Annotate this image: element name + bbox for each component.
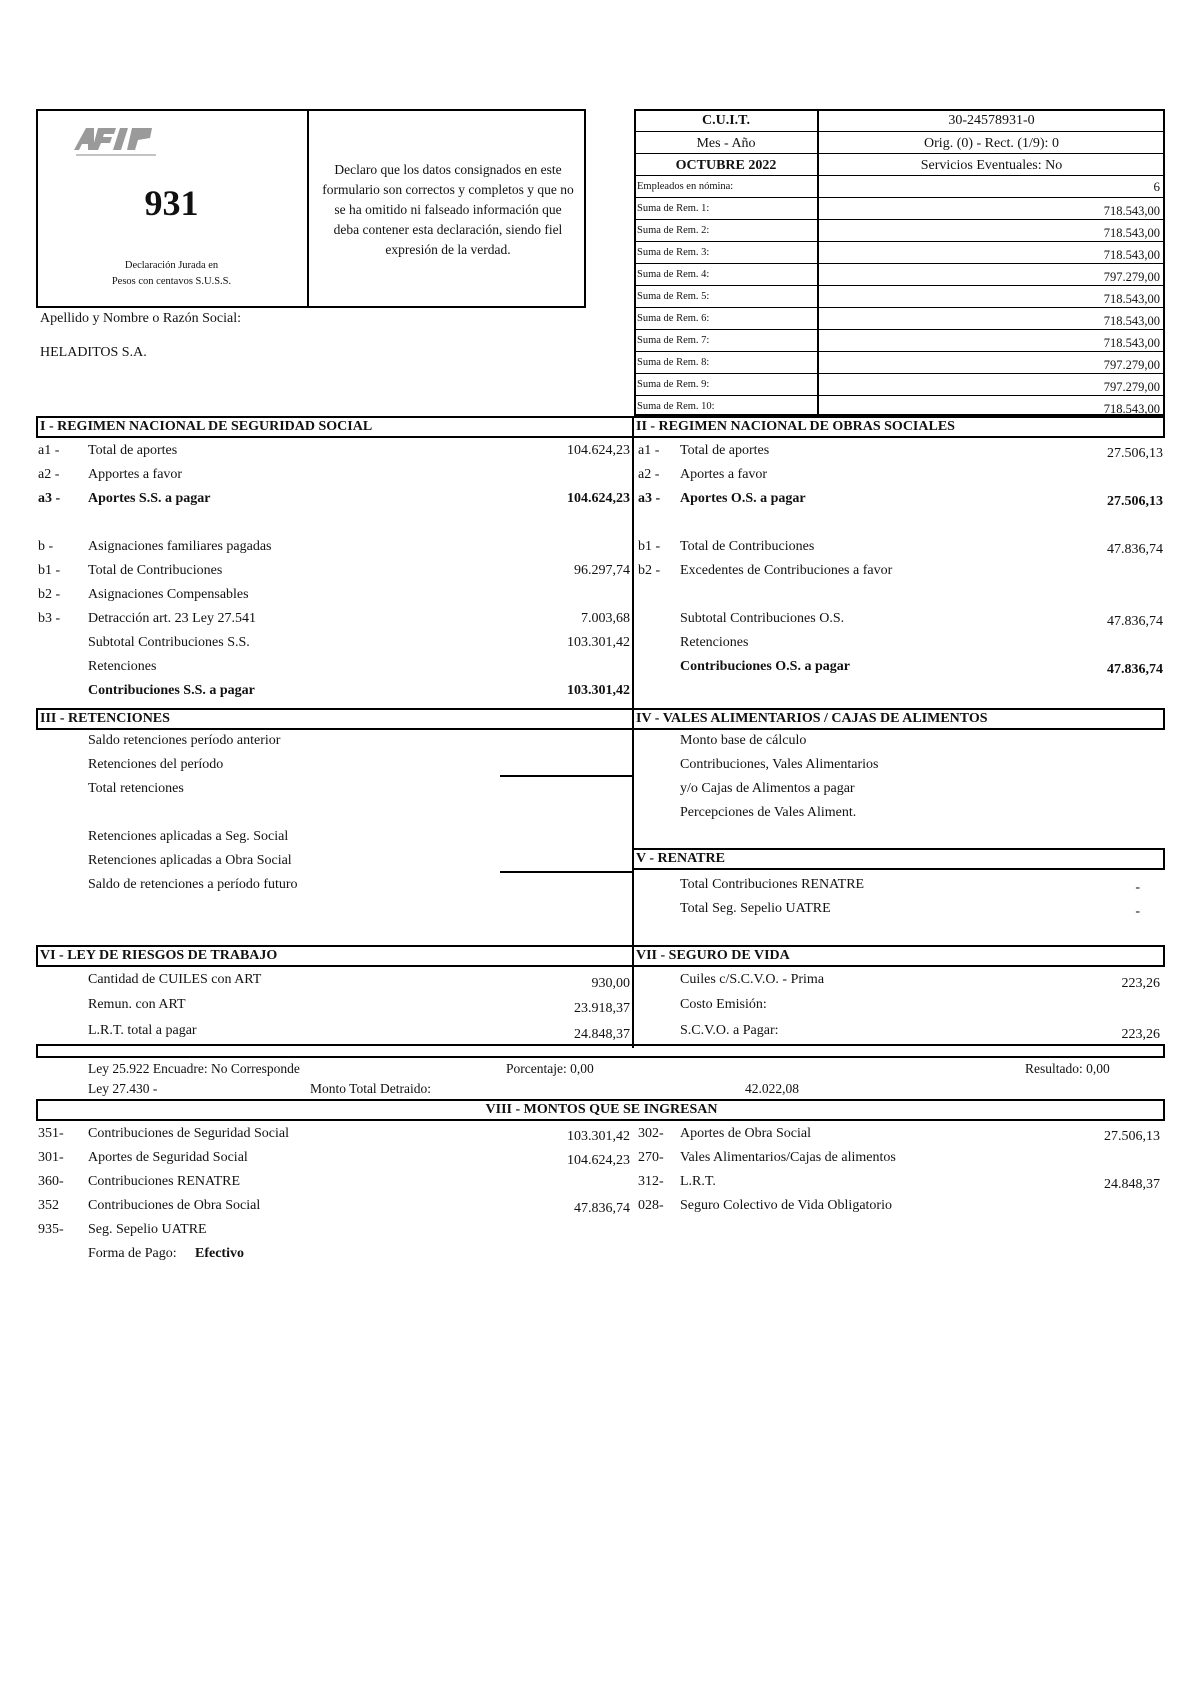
s2-row-value: 47.836,74 <box>1107 542 1163 557</box>
s8-right-label: Vales Alimentarios/Cajas de alimentos <box>680 1150 896 1165</box>
suma-value: 718.543,00 <box>1103 292 1160 306</box>
suma-value: 718.543,00 <box>1103 248 1160 262</box>
center-divider-mid <box>632 708 634 953</box>
s1-row-value: 104.624,23 <box>567 491 630 506</box>
s8-right-label: Aportes de Obra Social <box>680 1126 812 1141</box>
s7-row-label: Costo Emisión: <box>680 997 767 1012</box>
suma-label: Suma de Rem. 5: <box>637 291 710 302</box>
s2-row-label: Aportes O.S. a pagar <box>680 491 806 506</box>
header-divider <box>307 109 309 308</box>
cuit-grid-row-line <box>634 131 1165 132</box>
s8-left-label: Contribuciones de Seguridad Social <box>88 1126 290 1141</box>
center-divider-low <box>632 953 634 1048</box>
s8-right-code: 270- <box>638 1150 664 1165</box>
s5-row-label: Total Contribuciones RENATRE <box>680 877 865 892</box>
suma-value: 797.279,00 <box>1103 270 1160 284</box>
suma-value: 718.543,00 <box>1103 336 1160 350</box>
s3-row-label: Saldo de retenciones a período futuro <box>88 877 298 892</box>
s3-row-label: Retenciones del período <box>88 757 224 772</box>
section5-title: V - RENATRE <box>632 848 1165 870</box>
ley1-label: Ley 25.922 Encuadre: No Corresponde <box>88 1061 300 1076</box>
s1-row-label: Detracción art. 23 Ley 27.541 <box>88 611 256 626</box>
s6-row-label: Remun. con ART <box>88 997 186 1012</box>
s6-row-value: 24.848,37 <box>574 1027 630 1042</box>
s8-left-label: Contribuciones de Obra Social <box>88 1198 261 1213</box>
s8-left-value: 47.836,74 <box>574 1201 630 1216</box>
s2-row-value: 27.506,13 <box>1107 446 1163 461</box>
s8-right-code: 302- <box>638 1126 664 1141</box>
s4-row-label: Percepciones de Vales Aliment. <box>680 805 857 820</box>
cuit-grid-row-line <box>634 175 1165 176</box>
section6-title: VI - LEY DE RIESGOS DE TRABAJO <box>36 945 634 967</box>
s1-row-label: Retenciones <box>88 659 157 674</box>
suma-label: Suma de Rem. 2: <box>637 225 710 236</box>
s6-row-label: L.R.T. total a pagar <box>88 1023 197 1038</box>
s4-row-label: y/o Cajas de Alimentos a pagar <box>680 781 855 796</box>
s2-row-label: Contribuciones O.S. a pagar <box>680 659 850 674</box>
s1-row-code: b2 - <box>38 587 61 602</box>
s8-left-value: 103.301,42 <box>567 1129 630 1144</box>
suma-value: 718.543,00 <box>1103 402 1160 416</box>
cuit-value: 30-24578931-0 <box>948 113 1035 128</box>
s8-right-label: L.R.T. <box>680 1174 716 1189</box>
s1-row-label: Subtotal Contribuciones S.S. <box>88 635 250 650</box>
ley2-monto-label: Monto Total Detraido: <box>310 1081 432 1096</box>
s1-row-code: a3 - <box>38 491 61 506</box>
center-divider-top <box>632 416 634 708</box>
s8-left-code: 351- <box>38 1126 64 1141</box>
form-number: 931 <box>144 183 199 223</box>
s8-right-code: 028- <box>638 1198 664 1213</box>
s2-row-code: b2 - <box>638 563 661 578</box>
s2-row-code: a1 - <box>638 443 660 458</box>
section3-title: III - RETENCIONES <box>36 708 634 730</box>
s3-row-label: Retenciones aplicadas a Obra Social <box>88 853 292 868</box>
subtitle-line1: Declaración Jurada en <box>124 260 219 271</box>
s6-row-value: 930,00 <box>591 976 630 991</box>
s8-left-code: 301- <box>38 1150 64 1165</box>
ley1-resultado: Resultado: 0,00 <box>1025 1061 1110 1076</box>
s1-row-value: 103.301,42 <box>567 635 630 650</box>
section7-title: VII - SEGURO DE VIDA <box>632 945 1165 967</box>
s8-right-value: 24.848,37 <box>1104 1177 1160 1192</box>
s1-row-code: b1 - <box>38 563 61 578</box>
s7-row-value: 223,26 <box>1121 976 1160 991</box>
s5-row-label: Total Seg. Sepelio UATRE <box>680 901 831 916</box>
s8-left-label: Aportes de Seguridad Social <box>88 1150 248 1165</box>
s1-row-code: a1 - <box>38 443 60 458</box>
s7-row-label: Cuiles c/S.C.V.O. - Prima <box>680 972 825 987</box>
period-value: OCTUBRE 2022 <box>675 158 777 173</box>
suma-label: Suma de Rem. 1: <box>637 203 710 214</box>
s8-left-label: Seg. Sepelio UATRE <box>88 1222 207 1237</box>
forma-pago-value: Efectivo <box>195 1246 244 1261</box>
empleados-label: Empleados en nómina: <box>637 181 734 192</box>
afip-logo <box>72 124 184 160</box>
suma-value: 797.279,00 <box>1103 358 1160 372</box>
s4-row-label: Contribuciones, Vales Alimentarios <box>680 757 879 772</box>
s3-row-label: Total retenciones <box>88 781 184 796</box>
suma-label: Suma de Rem. 9: <box>637 379 710 390</box>
s2-row-value: 27.506,13 <box>1107 494 1163 509</box>
s8-left-code: 360- <box>38 1174 64 1189</box>
ley2-monto-value: 42.022,08 <box>745 1081 799 1096</box>
suma-label: Suma de Rem. 6: <box>637 313 710 324</box>
s8-right-code: 312- <box>638 1174 664 1189</box>
s6-row-value: 23.918,37 <box>574 1001 630 1016</box>
s1-row-label: Asignaciones familiares pagadas <box>88 539 272 554</box>
s1-row-label: Contribuciones S.S. a pagar <box>88 683 255 698</box>
section2-title: II - REGIMEN NACIONAL DE OBRAS SOCIALES <box>632 416 1165 438</box>
razon-value: HELADITOS S.A. <box>40 345 147 360</box>
s2-row-label: Excedentes de Contribuciones a favor <box>680 563 893 578</box>
s7-row-label: S.C.V.O. a Pagar: <box>680 1023 779 1038</box>
s1-row-label: Asignaciones Compensables <box>88 587 249 602</box>
orig-value: Orig. (0) - Rect. (1/9): 0 <box>924 136 1059 151</box>
s8-left-label: Contribuciones RENATRE <box>88 1174 241 1189</box>
s3-total-underline <box>500 775 632 777</box>
cuit-grid-row-line <box>634 153 1165 154</box>
s3-row-label: Retenciones aplicadas a Seg. Social <box>88 829 289 844</box>
suma-label: Suma de Rem. 8: <box>637 357 710 368</box>
s1-row-code: b - <box>38 539 54 554</box>
s4-row-label: Monto base de cálculo <box>680 733 807 748</box>
s1-row-value: 104.624,23 <box>567 443 630 458</box>
mes-label: Mes - Año <box>696 136 756 151</box>
suma-label: Suma de Rem. 4: <box>637 269 710 280</box>
s1-row-label: Aportes S.S. a pagar <box>88 491 211 506</box>
s1-row-label: Total de Contribuciones <box>88 563 223 578</box>
s5-row-value: - <box>1135 904 1140 919</box>
s8-left-code: 935- <box>38 1222 64 1237</box>
suma-value: 718.543,00 <box>1103 226 1160 240</box>
ley2-label: Ley 27.430 - <box>88 1081 158 1096</box>
separator-bar <box>36 1044 1165 1058</box>
suma-label: Suma de Rem. 3: <box>637 247 710 258</box>
s1-row-value: 96.297,74 <box>574 563 630 578</box>
s2-row-label: Total de Contribuciones <box>680 539 815 554</box>
s8-left-value: 104.624,23 <box>567 1153 630 1168</box>
empleados-value: 6 <box>1153 179 1160 194</box>
s2-row-value: 47.836,74 <box>1107 662 1163 677</box>
s2-row-label: Subtotal Contribuciones O.S. <box>680 611 845 626</box>
ley1-porcentaje: Porcentaje: 0,00 <box>506 1061 594 1076</box>
s1-row-value: 103.301,42 <box>567 683 630 698</box>
s8-left-code: 352 <box>38 1198 59 1213</box>
s8-right-value: 27.506,13 <box>1104 1129 1160 1144</box>
s1-row-code: b3 - <box>38 611 61 626</box>
s2-row-label: Aportes a favor <box>680 467 768 482</box>
s8-right-label: Seguro Colectivo de Vida Obligatorio <box>680 1198 892 1213</box>
s2-row-code: a2 - <box>638 467 660 482</box>
suma-label: Suma de Rem. 7: <box>637 335 710 346</box>
s7-row-value: 223,26 <box>1121 1027 1160 1042</box>
section1-title: I - REGIMEN NACIONAL DE SEGURIDAD SOCIAL <box>36 416 634 438</box>
cuit-label: C.U.I.T. <box>702 113 750 128</box>
s1-row-value: 7.003,68 <box>581 611 630 626</box>
s2-row-code: a3 - <box>638 491 661 506</box>
suma-value: 718.543,00 <box>1103 314 1160 328</box>
suma-value: 718.543,00 <box>1103 204 1160 218</box>
s1-row-code: a2 - <box>38 467 60 482</box>
s5-row-value: - <box>1135 880 1140 895</box>
s2-row-label: Total de aportes <box>680 443 770 458</box>
s2-row-code: b1 - <box>638 539 661 554</box>
s6-row-label: Cantidad de CUILES con ART <box>88 972 262 987</box>
subtitle-line2: Pesos con centavos S.U.S.S. <box>111 276 232 287</box>
s1-row-label: Apportes a favor <box>88 467 183 482</box>
s2-row-value: 47.836,74 <box>1107 614 1163 629</box>
s2-row-label: Retenciones <box>680 635 749 650</box>
razon-label: Apellido y Nombre o Razón Social: <box>40 311 242 326</box>
s3-row-label: Saldo retenciones período anterior <box>88 733 281 748</box>
suma-value: 797.279,00 <box>1103 380 1160 394</box>
suma-label: Suma de Rem. 10: <box>637 401 715 412</box>
servicios-value: Servicios Eventuales: No <box>920 158 1063 173</box>
section4-title: IV - VALES ALIMENTARIOS / CAJAS DE ALIMENTOS <box>632 708 1165 730</box>
s3-obra-underline <box>500 871 632 873</box>
cuit-grid-row-line <box>634 197 1165 198</box>
section8-title: VIII - MONTOS QUE SE INGRESAN <box>36 1099 1165 1121</box>
forma-pago-label: Forma de Pago: <box>88 1246 177 1261</box>
declaration-text: Declaro que los datos consignados en este formulario son correctos y completos y que no se ha omitido ni falseado información que deba contener esta declaración, siendo fiel expresión de la verdad. <box>322 162 574 257</box>
s1-row-label: Total de aportes <box>88 443 178 458</box>
